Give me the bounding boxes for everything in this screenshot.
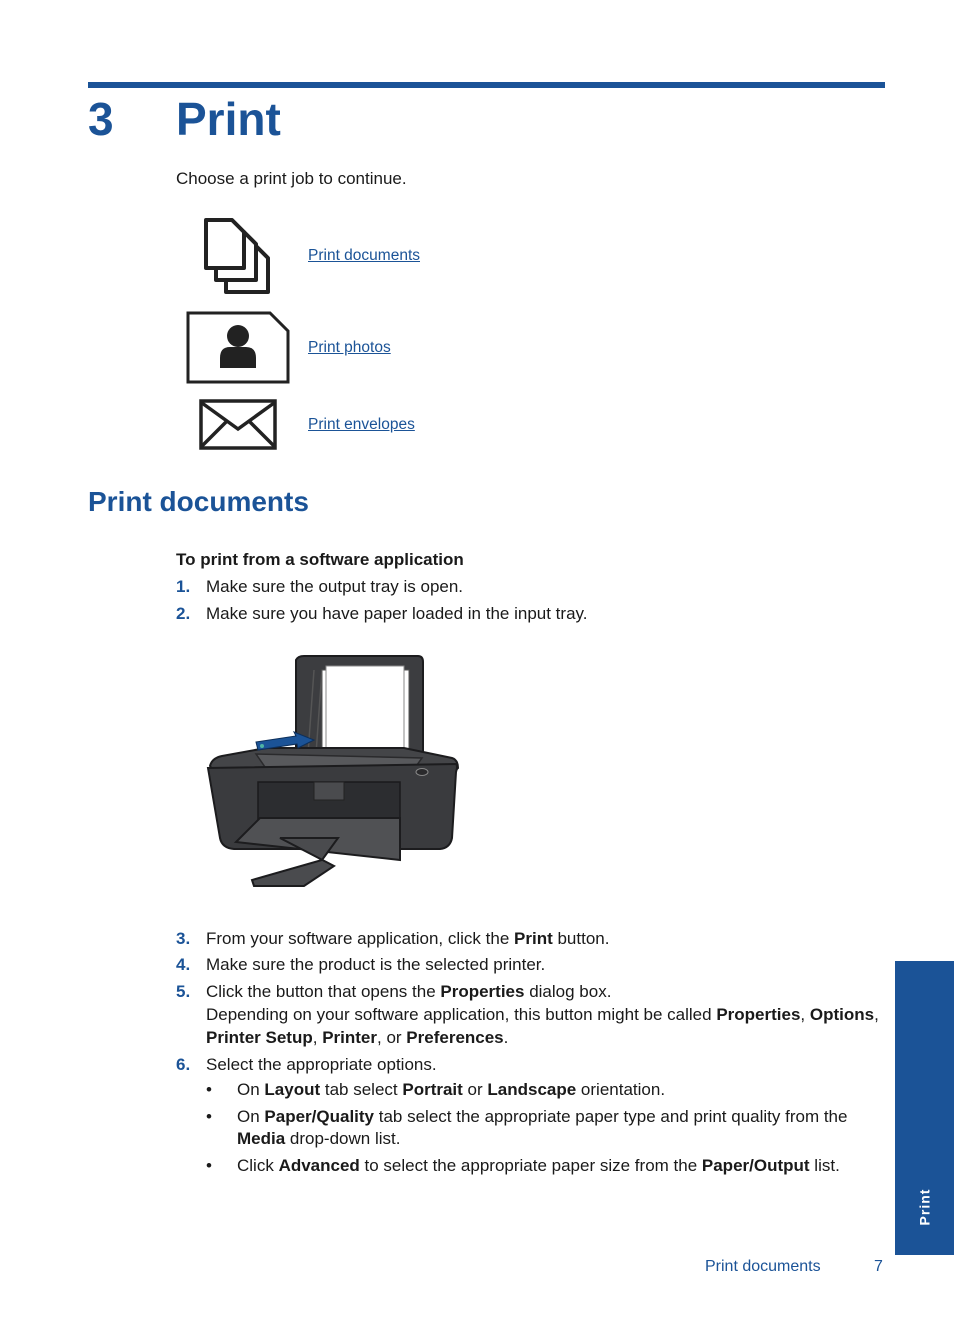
- step-text: Click the button that opens the Properties dialog box. Depending on your software application, this button might be called Properties, Options, Printer Setup, Printer, or Preferences.: [206, 982, 879, 1047]
- step-number: 5.: [176, 982, 191, 1001]
- printer-illustration: [204, 654, 460, 888]
- chapter-side-tab: [895, 961, 954, 1255]
- step-number: 2.: [176, 604, 191, 623]
- chapter-title: Print: [176, 93, 281, 145]
- bullet-text: Click Advanced to select the appropriate paper size from the Paper/Output list.: [237, 1156, 840, 1175]
- bullet-text: On Layout tab select Portrait or Landscape orientation.: [237, 1080, 666, 1099]
- bullet-dot: •: [206, 1080, 212, 1099]
- section-title: Print documents: [88, 486, 309, 517]
- envelope-icon[interactable]: [199, 399, 277, 450]
- step-number: 6.: [176, 1055, 191, 1074]
- step-text: Make sure the output tray is open.: [206, 577, 464, 596]
- bullet-text: On Paper/Quality tab select the appropriate paper type and print quality from the Media drop-down list.: [237, 1107, 848, 1148]
- chapter-number: 3: [88, 93, 114, 145]
- step-number: 4.: [176, 955, 191, 974]
- step-number: 1.: [176, 577, 191, 596]
- bullet-dot: •: [206, 1156, 212, 1175]
- step-text: From your software application, click the Print button.: [206, 929, 610, 948]
- link-print-photos[interactable]: Print photos: [308, 339, 391, 356]
- step-text: Make sure the product is the selected printer.: [206, 955, 546, 974]
- documents-icon[interactable]: [204, 218, 272, 296]
- bullet-dot: •: [206, 1107, 212, 1126]
- photo-icon[interactable]: [186, 311, 290, 384]
- intro-text: Choose a print job to continue.: [176, 169, 407, 188]
- step-number: 3.: [176, 929, 191, 948]
- side-tab-label: Print: [916, 1188, 933, 1226]
- link-print-envelopes[interactable]: Print envelopes: [308, 416, 415, 433]
- link-print-documents[interactable]: Print documents: [308, 247, 420, 264]
- chapter-rule: [88, 82, 885, 88]
- step-text: Select the appropriate options.: [206, 1055, 437, 1074]
- procedure-title: To print from a software application: [176, 550, 464, 569]
- step-text: Make sure you have paper loaded in the input tray.: [206, 604, 588, 623]
- page-number: 7: [874, 1258, 883, 1275]
- footer-section-title: Print documents: [705, 1258, 821, 1275]
